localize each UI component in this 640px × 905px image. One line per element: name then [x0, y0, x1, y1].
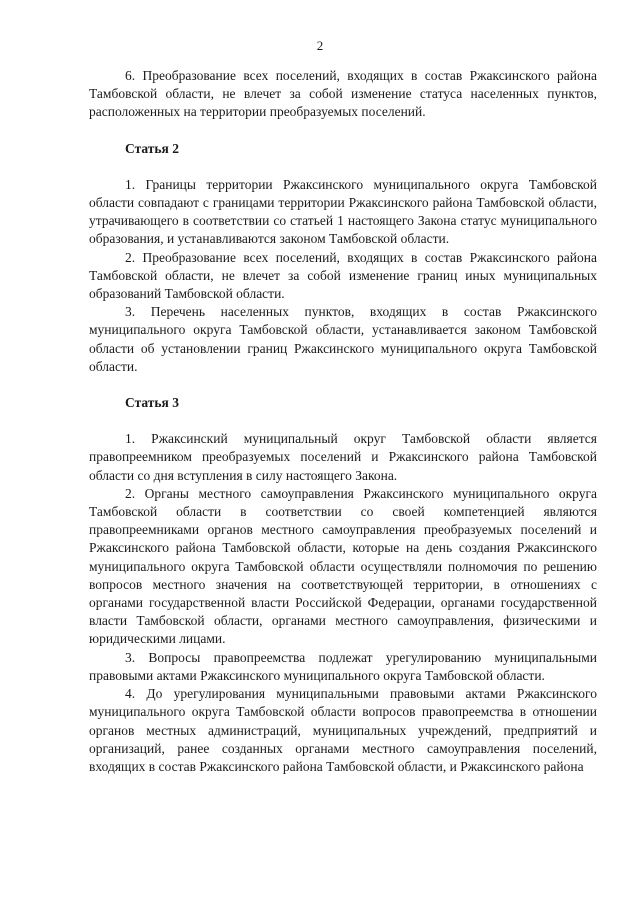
document-body: [89, 67, 597, 776]
article-3-paragraph-2: 2. Органы местного самоуправления Ржаксинского муниципального округа Тамбовской области в соответствии со своей компетенцией являются правопреемниками органов местного самоуправления преобразуемых поселений и Ржаксинского района Тамбовской области, которые на день создания Ржаксинского муниципального округа Тамбовской области осуществляли полномочия по решению вопросов местного значения на соответствующей территории, в отношениях с органами государственной власти Российской Федерации, органами государственной власти Тамбовской области, органами местного самоуправления, физическими и юридическими лицами.: [89, 485, 597, 647]
article-2-paragraph-1: 1. Границы территории Ржаксинского муниципального округа Тамбовской области совпадают с границами территории Ржаксинского района Тамбовской области, утрачивающего в соответствии со статьей 1 настоящего Закона статус муниципального образования, и устанавливаются законом Тамбовской области.: [89, 176, 597, 247]
article-3-paragraph-1: 1. Ржаксинский муниципальный округ Тамбовской области является правопреемником преобразуемых поселений и Ржаксинского района Тамбовской области со дня вступления в силу настоящего Закона.: [89, 431, 597, 483]
article-2-paragraph-3: 3. Перечень населенных пунктов, входящих в состав Ржаксинского муниципального округа Тамбовской области, устанавливается законом Тамбовской области об установлении границ Ржаксинского муниципального округа Тамбовской области.: [89, 304, 597, 374]
article-2-title: Статья 2: [125, 140, 179, 156]
article-3-paragraph-4: 4. До урегулирования муниципальными правовыми актами Ржаксинского муниципального округа Тамбовской области вопросов правопреемства в отношении органов местных администраций, муниципальных учреждений, предприятий и организаций, ранее созданных органами местного самоуправления поселений, входящих в состав Ржаксинского района Тамбовской области, и Ржаксинского района: [89, 686, 597, 774]
article-3-title: Статья 3: [125, 395, 179, 411]
article-2-paragraph-2: 2. Преобразование всех поселений, входящих в состав Ржаксинского района Тамбовской области, не влечет за собой изменение границ иных муниципальных образований Тамбовской области.: [89, 249, 597, 302]
intro-paragraph-6: 6. Преобразование всех поселений, входящих в состав Ржаксинского района Тамбовской области, не влечет за собой изменение статуса населенных пунктов, расположенных на территории преобразуемых поселений.: [89, 68, 597, 120]
article-3-paragraph-3: 3. Вопросы правопреемства подлежат урегулированию муниципальными правовыми актами Ржаксинского муниципального округа Тамбовской области.: [89, 649, 597, 683]
page-number: 2: [316, 38, 324, 53]
